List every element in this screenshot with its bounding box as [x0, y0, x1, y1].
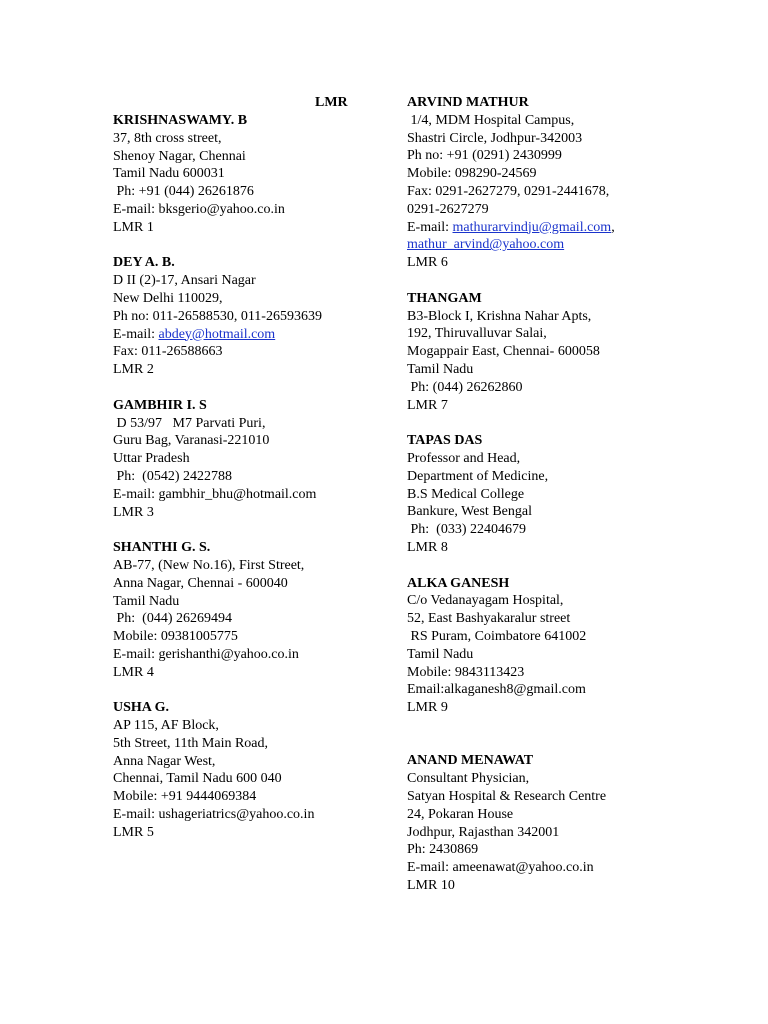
contact-entry: [407, 752, 692, 894]
contact-detail-line: Consultant Physician,: [407, 771, 530, 787]
contact-name: DEY A. B.: [113, 255, 175, 271]
entry-spacer: [407, 557, 692, 575]
contact-name: ANAND MENAWAT: [407, 753, 534, 769]
contact-detail-line: Professor and Head,: [407, 450, 521, 466]
contact-detail-line: AB-77, (New No.16), First Street,: [113, 557, 305, 573]
entry-spacer: [407, 717, 692, 753]
contact-detail-line: Jodhpur, Rajasthan 342001: [407, 824, 560, 840]
contact-detail-line: LMR 6: [407, 255, 448, 271]
contact-detail-line: LMR 3: [113, 504, 154, 520]
contact-detail-line: Anna Nagar West,: [113, 753, 216, 769]
contact-detail-line: Fax: 011-26588663: [113, 344, 223, 360]
email-link[interactable]: mathur_arvind@yahoo.com: [407, 237, 565, 253]
contact-detail-line: E-mail: ameenawat@yahoo.co.in: [407, 860, 594, 876]
email-separator: ,: [611, 219, 615, 235]
contact-detail-line: LMR 9: [407, 700, 448, 716]
contact-detail-line: LMR 4: [113, 664, 154, 680]
contact-detail-line: E-mail: gerishanthi@yahoo.co.in: [113, 646, 299, 662]
contact-detail-line: LMR 7: [407, 397, 448, 413]
page-heading: LMR: [315, 95, 348, 110]
email-line: [407, 236, 692, 254]
left-column: [113, 112, 398, 842]
contact-detail-line: D 53/97 M7 Parvati Puri,: [113, 415, 266, 431]
contact-detail-line: Email:alkaganesh8@gmail.com: [407, 682, 586, 698]
contact-detail-line: 1/4, MDM Hospital Campus,: [407, 112, 575, 128]
contact-entry: [113, 397, 398, 522]
contact-detail-line: 37, 8th cross street,: [113, 130, 222, 146]
contact-entry: [407, 575, 692, 717]
contact-name: ARVIND MATHUR: [407, 95, 529, 110]
contact-detail-line: Anna Nagar, Chennai - 600040: [113, 575, 288, 591]
contact-detail-line: New Delhi 110029,: [113, 290, 223, 306]
contact-name: ALKA GANESH: [407, 575, 510, 591]
contact-detail-line: LMR 5: [113, 824, 154, 840]
contact-detail-line: Chennai, Tamil Nadu 600 040: [113, 771, 282, 787]
email-line: [407, 219, 692, 237]
email-line: [113, 326, 398, 344]
contact-entry: [407, 290, 692, 415]
contact-detail-line: Shenoy Nagar, Chennai: [113, 148, 246, 164]
right-column: [407, 94, 692, 895]
contact-detail-line: Mobile: 09381005775: [113, 629, 238, 645]
contact-detail-line: Department of Medicine,: [407, 468, 549, 484]
contact-detail-line: LMR 8: [407, 539, 448, 555]
contact-detail-line: LMR 2: [113, 362, 154, 378]
contact-detail-line: Guru Bag, Varanasi-221010: [113, 433, 270, 449]
contact-detail-line: Mobile: 9843113423: [407, 664, 525, 680]
contact-detail-line: Tamil Nadu: [113, 593, 180, 609]
contact-entry: [113, 112, 398, 237]
contact-detail-line: Tamil Nadu: [407, 361, 474, 377]
contact-detail-line: 192, Thiruvalluvar Salai,: [407, 326, 547, 342]
contact-detail-line: Satyan Hospital & Research Centre: [407, 789, 607, 805]
email-label: E-mail:: [407, 219, 453, 235]
contact-name: KRISHNASWAMY. B: [113, 113, 248, 128]
contact-detail-line: Tamil Nadu 600031: [113, 166, 225, 182]
entry-spacer: [113, 379, 398, 397]
contact-detail-line: 24, Pokaran House: [407, 806, 514, 822]
contact-detail-line: LMR 10: [407, 878, 455, 894]
contact-detail-line: C/o Vedanayagam Hospital,: [407, 593, 564, 609]
contact-entry: [113, 699, 398, 841]
contact-detail-line: Ph: (0542) 2422788: [113, 468, 232, 484]
contact-detail-line: 5th Street, 11th Main Road,: [113, 735, 269, 751]
entry-spacer: [407, 272, 692, 290]
contact-detail-line: 52, East Bashyakaralur street: [407, 611, 571, 627]
contact-detail-line: Ph: (044) 26269494: [113, 611, 232, 627]
contact-detail-line: B3-Block I, Krishna Nahar Apts,: [407, 308, 592, 324]
contact-detail-line: Mobile: +91 9444069384: [113, 789, 257, 805]
contact-entry: [113, 539, 398, 681]
contact-entry: [407, 94, 692, 272]
contact-detail-line: Ph: (033) 22404679: [407, 522, 526, 538]
contact-detail-line: Uttar Pradesh: [113, 451, 190, 467]
email-link[interactable]: mathurarvindju@gmail.com: [452, 219, 612, 235]
contact-name: GAMBHIR I. S: [113, 397, 207, 413]
entry-spacer: [407, 414, 692, 432]
entry-spacer: [113, 682, 398, 700]
contact-detail-line: E-mail: bksgerio@yahoo.co.in: [113, 201, 285, 217]
contact-detail-line: Ph: 2430869: [407, 842, 479, 858]
contact-name: USHA G.: [113, 700, 170, 716]
contact-detail-line: D II (2)-17, Ansari Nagar: [113, 273, 256, 289]
contact-detail-line: Ph no: 011-26588530, 011-26593639: [113, 308, 322, 324]
contact-name: SHANTHI G. S.: [113, 540, 211, 556]
contact-detail-line: Shastri Circle, Jodhpur-342003: [407, 130, 583, 146]
contact-detail-line: Tamil Nadu: [407, 646, 474, 662]
contact-detail-line: Mogappair East, Chennai- 600058: [407, 344, 600, 360]
email-label: E-mail:: [113, 326, 159, 342]
contact-detail-line: B.S Medical College: [407, 486, 525, 502]
contact-detail-line: E-mail: ushageriatrics@yahoo.co.in: [113, 807, 315, 823]
contact-detail-line: LMR 1: [113, 219, 154, 235]
email-link[interactable]: abdey@hotmail.com: [158, 326, 276, 342]
contact-name: THANGAM: [407, 290, 482, 306]
contact-detail-line: RS Puram, Coimbatore 641002: [407, 628, 587, 644]
contact-detail-line: E-mail: gambhir_bhu@hotmail.com: [113, 486, 317, 502]
contact-detail-line: Ph no: +91 (0291) 2430999: [407, 148, 562, 164]
entry-spacer: [113, 237, 398, 255]
contact-entry: [113, 254, 398, 379]
contact-name: TAPAS DAS: [407, 433, 483, 449]
contact-detail-line: Mobile: 098290-24569: [407, 166, 537, 182]
entry-spacer: [113, 521, 398, 539]
contact-detail-line: Ph: +91 (044) 26261876: [113, 184, 254, 200]
contact-detail-line: Fax: 0291-2627279, 0291-2441678,: [407, 183, 610, 199]
contact-detail-line: Bankure, West Bengal: [407, 504, 532, 520]
contact-detail-line: Ph: (044) 26262860: [407, 379, 523, 395]
contact-detail-line: 0291-2627279: [407, 201, 489, 217]
contact-detail-line: AP 115, AF Block,: [113, 718, 219, 734]
contact-entry: [407, 432, 692, 557]
